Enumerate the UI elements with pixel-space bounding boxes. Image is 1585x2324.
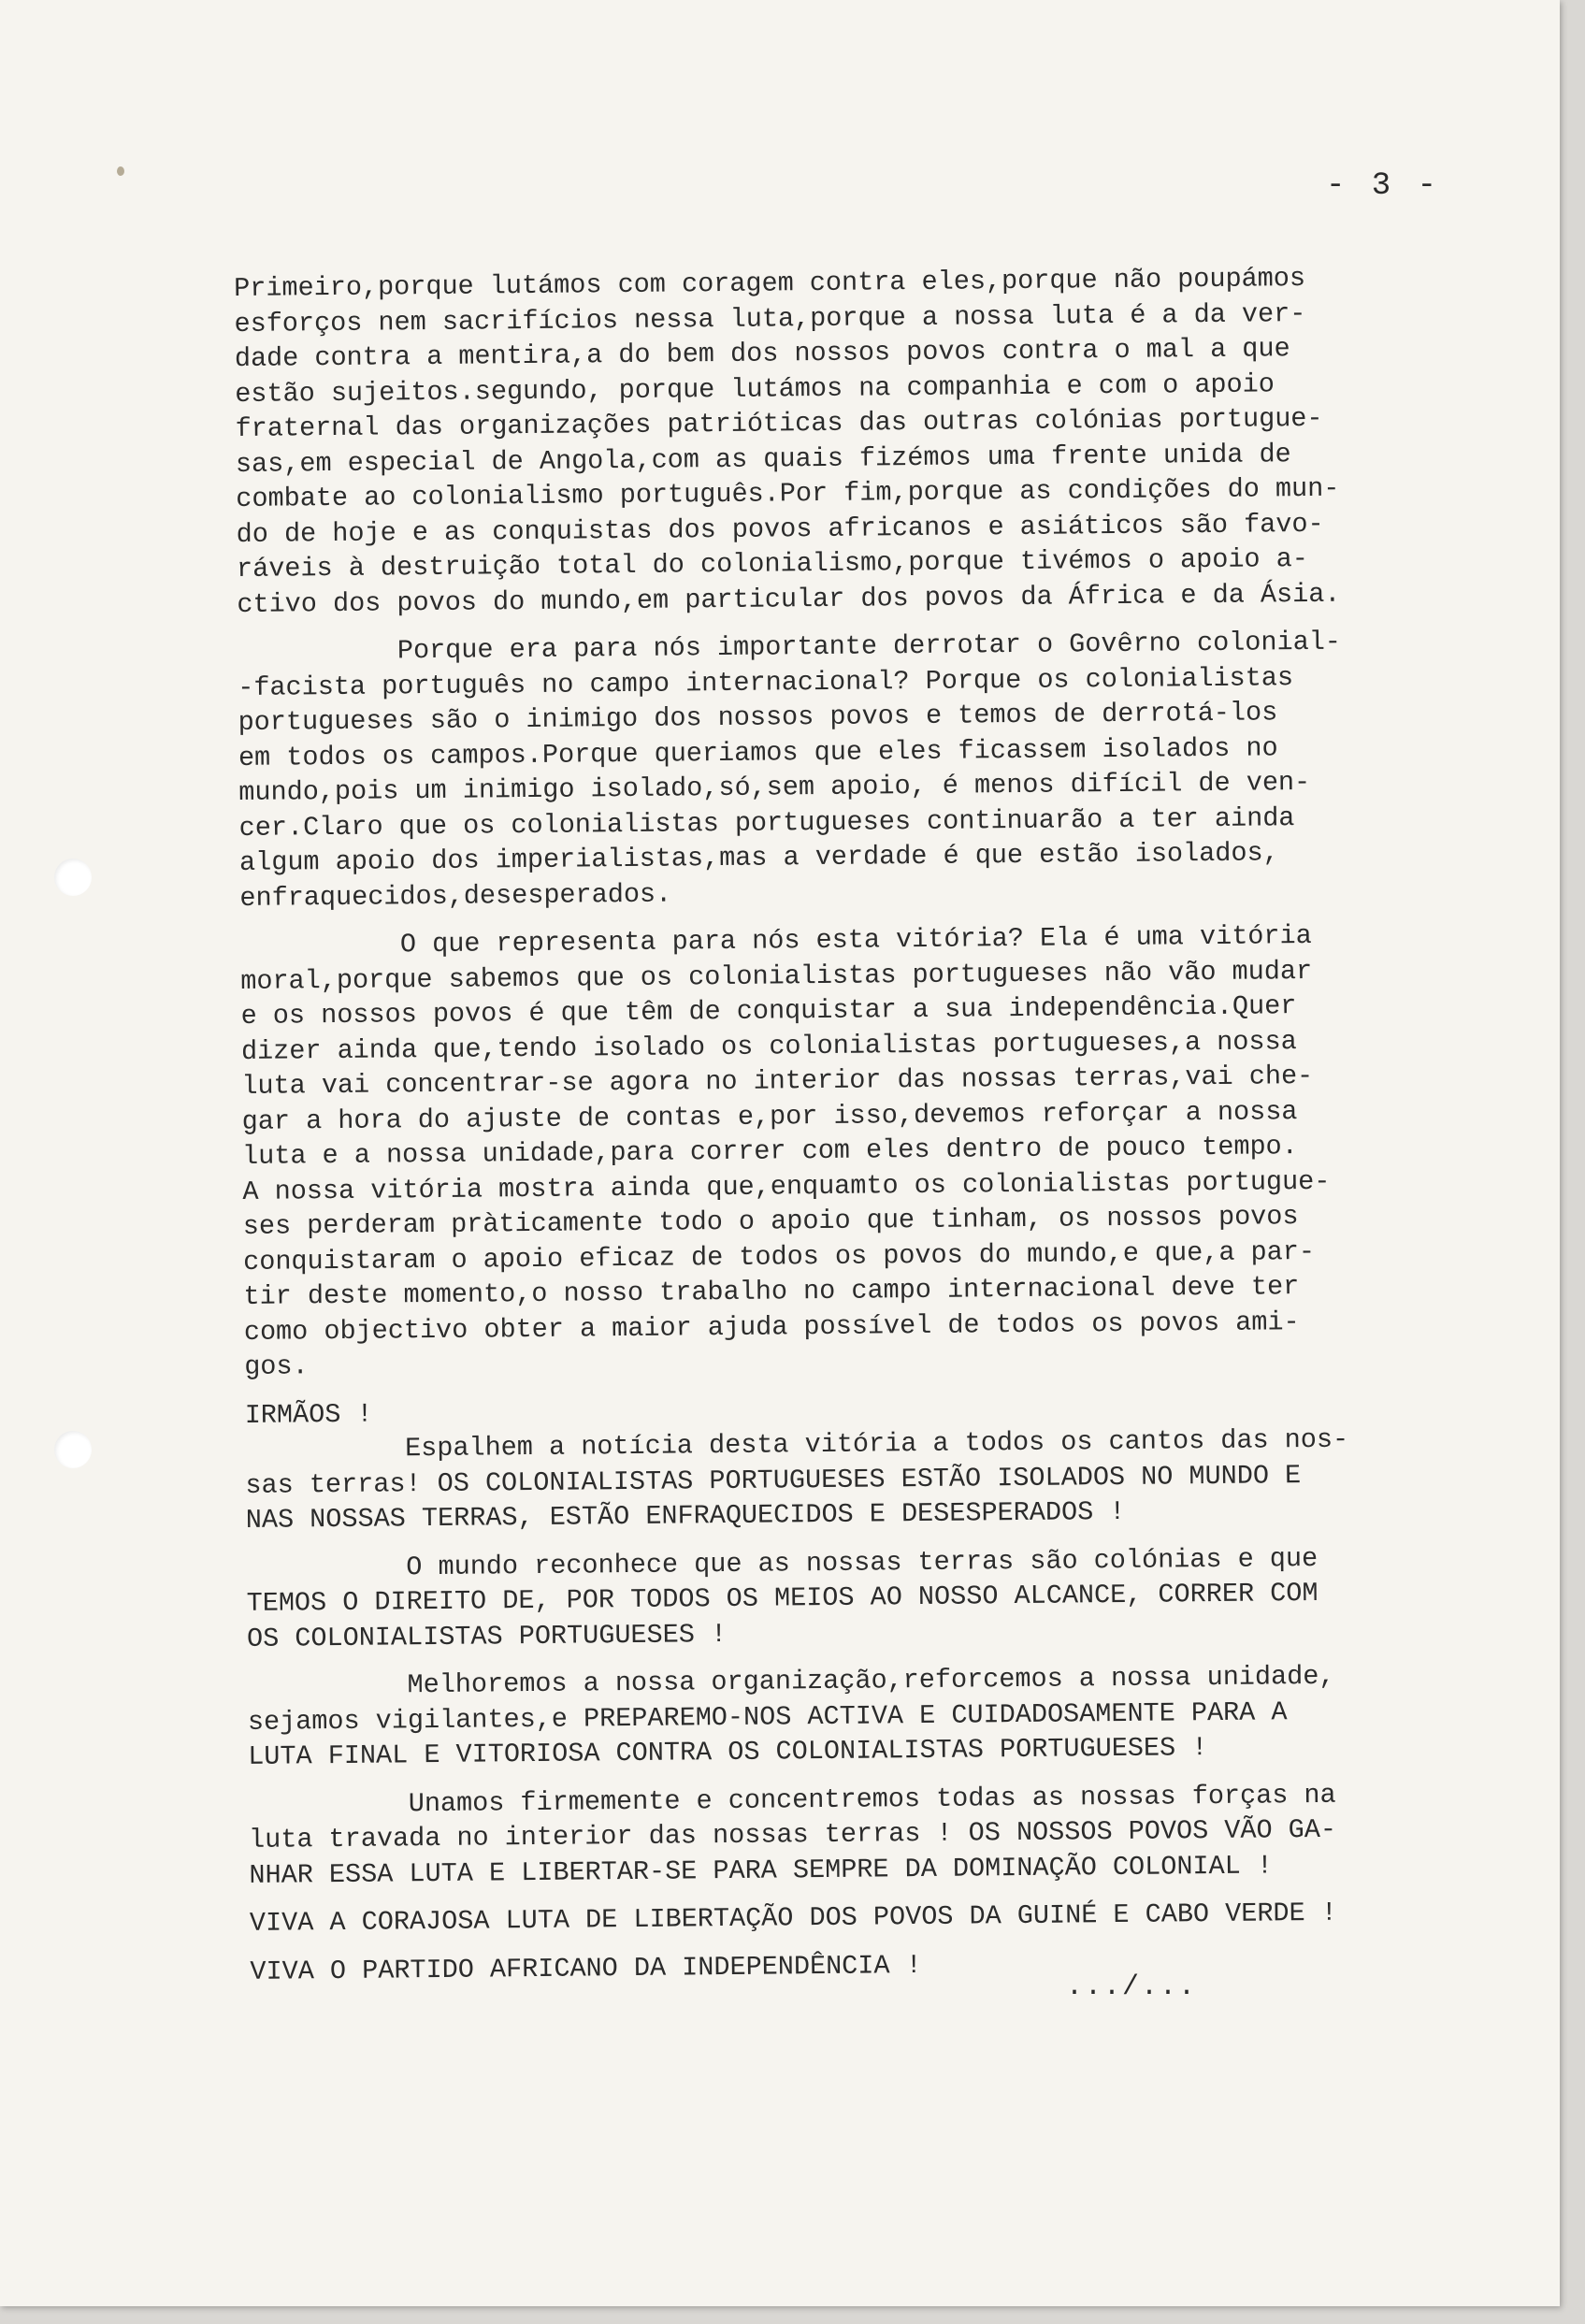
text-line: sas terras! OS COLONIALISTAS PORTUGUESES ESTÃO ISOLADOS NO MUNDO E: [245, 1459, 1302, 1501]
text-line: em todos os campos.Porque queriamos que eles ficassem isolados no: [238, 731, 1278, 773]
text-line: VIVA A CORAJOSA LUTA DE LIBERTAÇÃO DOS POVOS DA GUINÉ E CABO VERDE !: [249, 1897, 1338, 1939]
text-line: ctivo dos povos do mundo,em particular dos povos da África e da Ásia.: [237, 578, 1341, 620]
text-line: portugueses são o inimigo dos nossos povos e temos de derrotá-los: [238, 697, 1278, 738]
page-number: - 3 -: [1326, 168, 1441, 204]
text-line: LUTA FINAL E VITORIOSA CONTRA OS COLONIALISTAS PORTUGUESES !: [248, 1732, 1208, 1772]
text-line: e os nossos povos é que têm de conquistar a sua independência.Quer: [240, 990, 1297, 1032]
text-line: NAS NOSSAS TERRAS, ESTÃO ENFRAQUECIDOS E DESESPERADOS !: [245, 1495, 1126, 1536]
ink-smudge: [117, 166, 124, 176]
text-line: luta travada no interior das nossas terras ! OS NOSSOS POVOS VÃO GA-: [248, 1813, 1337, 1855]
text-line: A nossa vitória mostra ainda que,enquamto os colonialistas portugue-: [242, 1165, 1331, 1207]
text-line: VIVA O PARTIDO AFRICANO DA INDEPENDÊNCIA !: [250, 1949, 922, 1987]
text-line: ráveis à destruição total do colonialismo,porque tivémos o apoio a-: [236, 542, 1309, 585]
text-line: TEMOS O DIREITO DE, POR TODOS OS MEIOS AO NOSSO ALCANCE, CORRER COM: [246, 1577, 1318, 1619]
text-line: conquistaram o apoio eficaz de todos os povos do mundo,e que,a par-: [243, 1235, 1316, 1277]
text-line: luta vai concentrar-se agora no interior das nossas terras,vai che-: [241, 1060, 1314, 1102]
text-line: como objectivo obter a maior ajuda possível de todos os povos ami-: [243, 1306, 1300, 1348]
text-line: Primeiro,porque lutámos com coragem contra eles,porque não poupámos: [234, 263, 1306, 304]
text-line: dizer ainda que,tendo isolado os colonialistas portugueses,a nossa: [240, 1025, 1297, 1067]
text-line: gos.: [244, 1350, 309, 1382]
punch-hole-top: [54, 859, 92, 896]
text-line: sejamos vigilantes,e PREPAREMO-NOS ACTIVA E CUIDADOSAMENTE PARA A: [247, 1696, 1288, 1738]
text-line: gar a hora do ajuste de contas e,por isso,devemos reforçar a nossa: [241, 1095, 1298, 1137]
text-line: luta e a nossa unidade,para correr com eles dentro de pouco tempo.: [241, 1131, 1298, 1172]
text-line: estão sujeitos.segundo, porque lutámos na companhia e com o apoio: [235, 368, 1275, 410]
text-line: Unamos firmemente e concentremos todas as nossas forças na: [248, 1779, 1336, 1821]
text-line: IRMÃOS !: [244, 1398, 373, 1431]
text-line: mundo,pois um inimigo isolado,só,sem apoio, é menos difícil de ven-: [238, 766, 1311, 808]
text-line: ses perderam pràticamente todo o apoio que tinham, os nossos povos: [242, 1201, 1299, 1242]
punch-hole-bottom: [54, 1431, 92, 1468]
text-line: sas,em especial de Angola,com as quais fizémos uma frente unida de: [235, 438, 1291, 480]
text-line: OS COLONIALISTAS PORTUGUESES !: [246, 1618, 728, 1654]
text-line: do de hoje e as conquistas dos povos africanos e asiáticos são favo-: [236, 508, 1324, 550]
text-line: fraternal das organizações patrióticas das outras colónias portugue-: [235, 402, 1323, 444]
text-line: combate ao colonialismo português.Por fim,porque as condições do mun-: [236, 472, 1340, 514]
continuation-mark: .../...: [1066, 1971, 1198, 2003]
text-line: enfraquecidos,desesperados.: [239, 878, 672, 914]
text-line: esforços nem sacrifícios nessa luta,porque a nossa luta é a da ver-: [234, 297, 1306, 339]
text-line: Melhoremos a nossa organização,reforcemos a nossa unidade,: [247, 1660, 1335, 1702]
text-line: moral,porque sabemos que os colonialistas portugueses não vão mudar: [240, 955, 1313, 997]
text-line: Espalhem a notícia desta vitória a todos os cantos das nos-: [244, 1423, 1349, 1465]
text-line: Porque era para nós importante derrotar o Govêrno colonial-: [237, 626, 1342, 668]
text-line: -facista português no campo internacional? Porque os colonialistas: [238, 661, 1294, 703]
text-line: O que representa para nós esta vitória? Ela é uma vitória: [239, 919, 1312, 961]
text-line: NHAR ESSA LUTA E LIBERTAR-SE PARA SEMPRE DA DOMINAÇÃO COLONIAL !: [249, 1849, 1274, 1891]
text-line: dade contra a mentira,a do bem dos nossos povos contra o mal a que: [234, 333, 1290, 374]
text-line: O mundo reconhece que as nossas terras são colónias e que: [246, 1542, 1318, 1584]
text-line: cer.Claro que os colonialistas portugueses continuarão a ter ainda: [238, 801, 1295, 844]
document-body: [234, 259, 1504, 1989]
text-line: algum apoio dos imperialistas,mas a verdade é que estão isolados,: [238, 837, 1279, 878]
text-line: tir deste momento,o nosso trabalho no campo internacional deve ter: [243, 1271, 1300, 1312]
